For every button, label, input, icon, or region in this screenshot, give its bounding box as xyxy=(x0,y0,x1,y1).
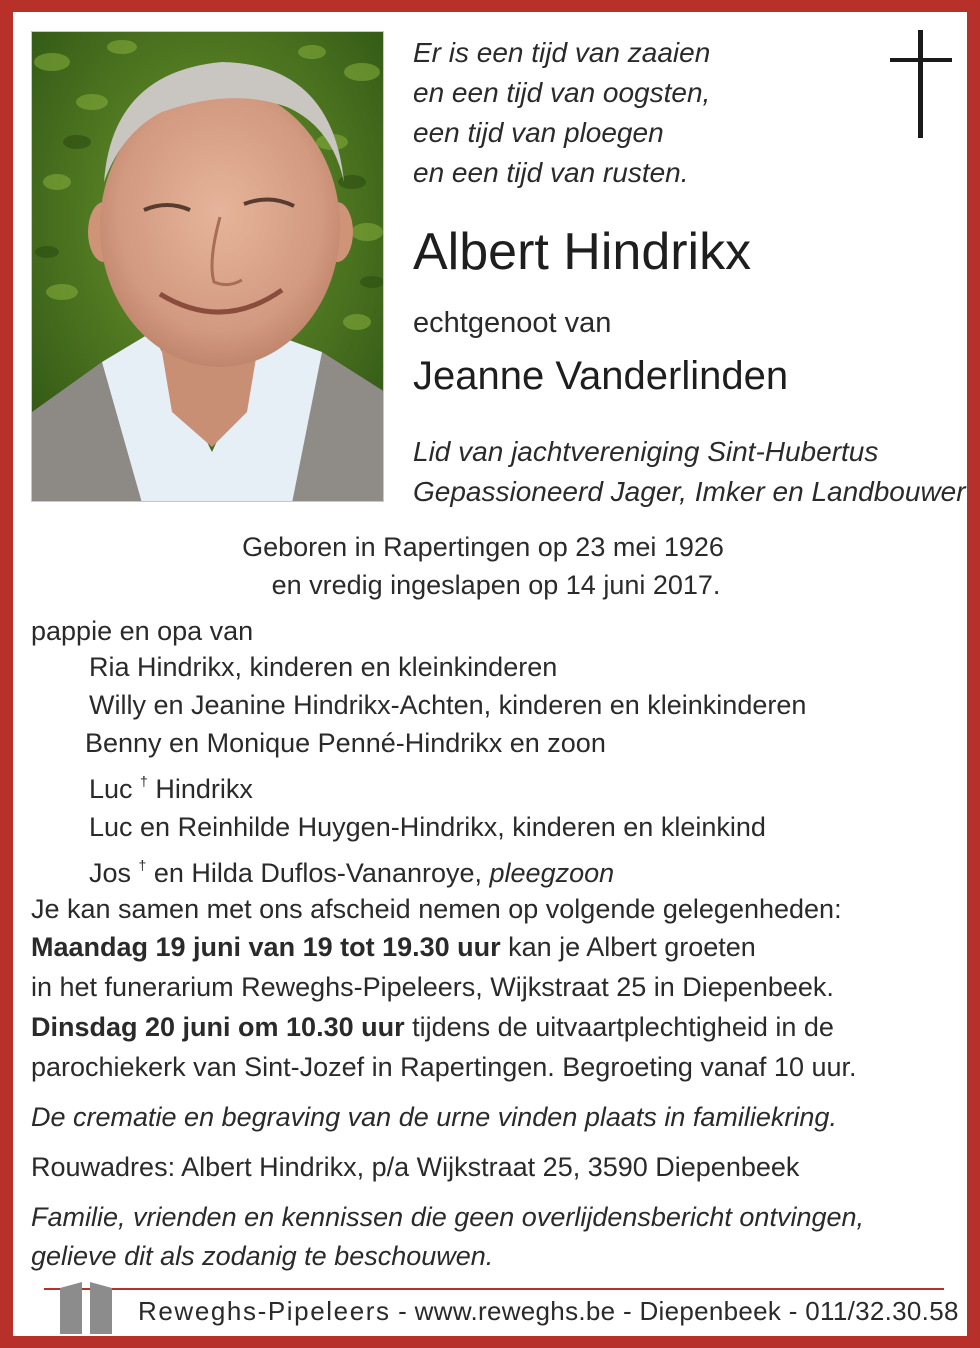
phone-number: 011/32.30.58 xyxy=(805,1296,959,1326)
birth-death-dates xyxy=(0,528,980,604)
born-line: Geboren in Rapertingen op 23 mei 1926 xyxy=(242,532,724,562)
cremation-note: De crematie en begraving van de urne vinden plaats in familiekring. xyxy=(31,1102,837,1132)
family-member: Benny en Monique Penné-Hindrikx en zoon xyxy=(85,728,606,758)
family-list xyxy=(85,648,807,892)
spouse-label: echtgenoot van xyxy=(413,307,612,339)
funeral-home-logo-icon xyxy=(58,1278,114,1334)
died-line: en vredig ingeslapen op 14 juni 2017. xyxy=(271,570,721,600)
service-time: Dinsdag 20 juni om 10.30 uur xyxy=(31,1012,405,1042)
service-location: parochiekerk van Sint-Jozef in Rapertingen. Begroeting vanaf 10 uur. xyxy=(31,1052,857,1082)
family-member: Willy en Jeanine Hindrikx-Achten, kinderen en kleinkinderen xyxy=(89,690,807,720)
family-member: Luc en Reinhilde Huygen-Hindrikx, kinderen en kleinkind xyxy=(89,812,766,842)
footer-separator: - xyxy=(781,1296,806,1326)
poem-line: een tijd van ploegen xyxy=(413,117,664,148)
service-rest: tijdens de uitvaartplechtigheid in de xyxy=(404,1012,834,1042)
memberships xyxy=(413,432,966,512)
family-intro: pappie en opa van xyxy=(31,616,254,646)
deceased-name: Albert Hindrikx xyxy=(413,223,752,281)
deceased-cross-mark: † xyxy=(138,857,147,873)
visit-line xyxy=(31,928,756,966)
poem-line: en een tijd van oogsten, xyxy=(413,77,711,108)
poem-line: en een tijd van rusten. xyxy=(413,157,689,188)
portrait-photo xyxy=(31,31,384,502)
footer-town: Diepenbeek xyxy=(639,1296,782,1326)
mourning-address: Rouwadres: Albert Hindrikx, p/a Wijkstraat 25, 3590 Diepenbeek xyxy=(31,1152,800,1182)
service-line xyxy=(31,1008,834,1046)
membership-line: Gepassioneerd Jager, Imker en Landbouwer xyxy=(413,476,966,507)
visit-time: Maandag 19 juni van 19 tot 19.30 uur xyxy=(31,932,501,962)
member-name-part: Luc xyxy=(89,774,141,804)
visit-rest: kan je Albert groeten xyxy=(500,932,756,962)
membership-line: Lid van jachtvereniging Sint-Hubertus xyxy=(413,436,879,467)
portrait-illustration xyxy=(32,32,384,502)
member-name-part: Hindrikx xyxy=(147,774,253,804)
poem-line: Er is een tijd van zaaien xyxy=(413,37,711,68)
family-member xyxy=(89,762,806,808)
website-link[interactable]: www.reweghs.be xyxy=(414,1296,616,1326)
footer-separator: - xyxy=(615,1296,640,1326)
footer-separator: - xyxy=(390,1296,415,1326)
notice-line: gelieve dit als zodanig te beschouwen. xyxy=(31,1241,494,1271)
poem xyxy=(413,33,710,193)
cross-icon xyxy=(890,30,952,138)
notice-line: Familie, vrienden en kennissen die geen overlijdensbericht ontvingen, xyxy=(31,1202,865,1232)
footer-contact xyxy=(138,1294,959,1328)
spouse-name: Jeanne Vanderlinden xyxy=(413,354,789,398)
deceased-cross-mark: † xyxy=(140,773,148,789)
farewell-intro: Je kan samen met ons afscheid nemen op volgende gelegenheden: xyxy=(31,894,842,924)
funeral-home-name: Reweghs-Pipeleers xyxy=(138,1296,391,1326)
family-member: Ria Hindrikx, kinderen en kleinkinderen xyxy=(89,652,558,682)
visit-location: in het funerarium Reweghs-Pipeleers, Wijkstraat 25 in Diepenbeek. xyxy=(31,972,834,1002)
member-role: pleegzoon xyxy=(489,858,615,888)
member-name-part: en Hilda Duflos-Vananroye, xyxy=(146,858,490,888)
family-member xyxy=(89,846,806,892)
footer-divider xyxy=(44,1288,944,1290)
member-name-part: Jos xyxy=(89,858,139,888)
